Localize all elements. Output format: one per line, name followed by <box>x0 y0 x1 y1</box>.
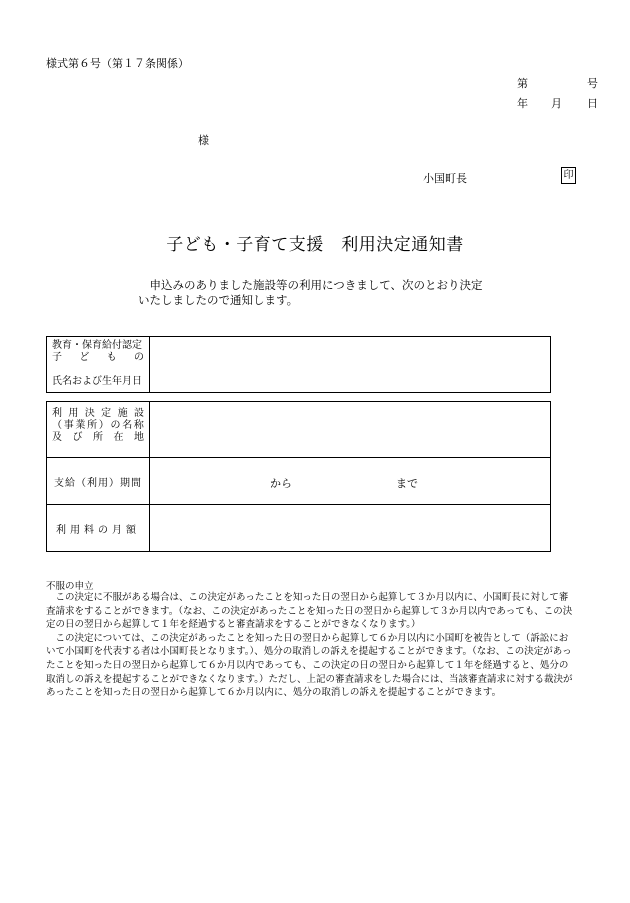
appeal-body <box>46 591 576 700</box>
char: 利 <box>52 408 62 419</box>
child-info-value[interactable] <box>150 337 551 393</box>
fee-value[interactable] <box>150 505 551 552</box>
facility-label-line1 <box>52 408 144 420</box>
char: 決 <box>84 408 95 419</box>
facility-label <box>47 402 150 458</box>
char: の <box>110 420 121 431</box>
period-from-text: から <box>270 477 292 490</box>
facility-value[interactable] <box>150 402 551 458</box>
label-line-name-birth: 氏名および生年月日 <box>52 376 142 387</box>
child-info-label <box>47 337 150 393</box>
fee-label: 利用料の月額 <box>47 505 150 552</box>
date-day: 日 <box>587 97 598 110</box>
addressee-suffix: 様 <box>198 134 209 147</box>
document-title: 子ども・子育て支援 利用決定通知書 <box>166 235 464 255</box>
char: 名 <box>122 420 133 431</box>
date-month: 月 <box>551 97 562 110</box>
period-value[interactable] <box>150 458 551 505</box>
char: 業 <box>75 420 86 431</box>
char: 用 <box>68 408 79 419</box>
appeal-paragraph-1: この決定に不服がある場合は、この決定があったことを知った日の翌日から起算して３か月以内に、小国町長に対して審査請求をすることができます。（なお、この決定があったことを知った日の翌日から起算して３か月以内であっても、この決定の日の翌日から起算して１年を経過すると審査請求をすることができなくなります。） <box>46 592 573 631</box>
label-line-certification: 教育・保育給付認定 <box>52 340 142 351</box>
char: び <box>72 432 83 443</box>
char: 在 <box>113 432 124 443</box>
child-info-table <box>46 336 551 393</box>
date-year: 年 <box>517 97 528 110</box>
form-number: 様式第６号（第１７条関係） <box>46 57 189 70</box>
appeal-heading: 不服の申立 <box>46 581 94 592</box>
char: 施 <box>117 408 128 419</box>
char: 所 <box>87 420 98 431</box>
char: 所 <box>93 432 103 443</box>
char: 及 <box>52 432 62 443</box>
facility-label-line3 <box>52 432 144 444</box>
document-number-suffix: 号 <box>587 77 598 90</box>
period-label: 支給（利用）期間 <box>47 458 150 505</box>
facility-label-line2 <box>52 420 144 432</box>
char: 子 <box>52 352 62 363</box>
char: 定 <box>101 408 112 419</box>
char: も <box>106 352 117 363</box>
char: ） <box>98 420 109 431</box>
document-number-prefix: 第 <box>517 77 528 90</box>
issuer-name: 小国町長 <box>423 172 467 185</box>
label-line-child <box>52 352 144 364</box>
char: ど <box>79 352 90 363</box>
usage-table <box>46 401 551 552</box>
char: 称 <box>133 420 144 431</box>
intro-text: 申込みのありました施設等の利用につきまして、次のとおり決定 いたしましたので通知します。 <box>138 278 483 307</box>
appeal-paragraph-2: この決定については、この決定があったことを知った日の翌日から起算して６か月以内に小国町を被告として（訴訟において小国町を代表する者は小国町長となります。）、処分の取消しの訴えを提起することができます。（なお、この決定があったことを知った日の翌日から起算して６か月以内であっても、この決定の日の翌日から起算して１年を経過すると、処分の取消しの訴えを提起することができなくなります。）ただし、上記の審査請求をした場合には、当該審査請求に対する裁決があったことを知った日の翌日から起算して６か月以内に、処分の取消しの訴えを提起することができます。 <box>46 632 573 699</box>
char: 地 <box>134 432 144 443</box>
seal-mark: 印 <box>561 167 576 184</box>
char: 設 <box>133 408 144 419</box>
char: 事 <box>63 420 74 431</box>
period-to-text: まで <box>396 477 418 490</box>
char: （ <box>52 420 62 431</box>
char: の <box>133 352 144 363</box>
